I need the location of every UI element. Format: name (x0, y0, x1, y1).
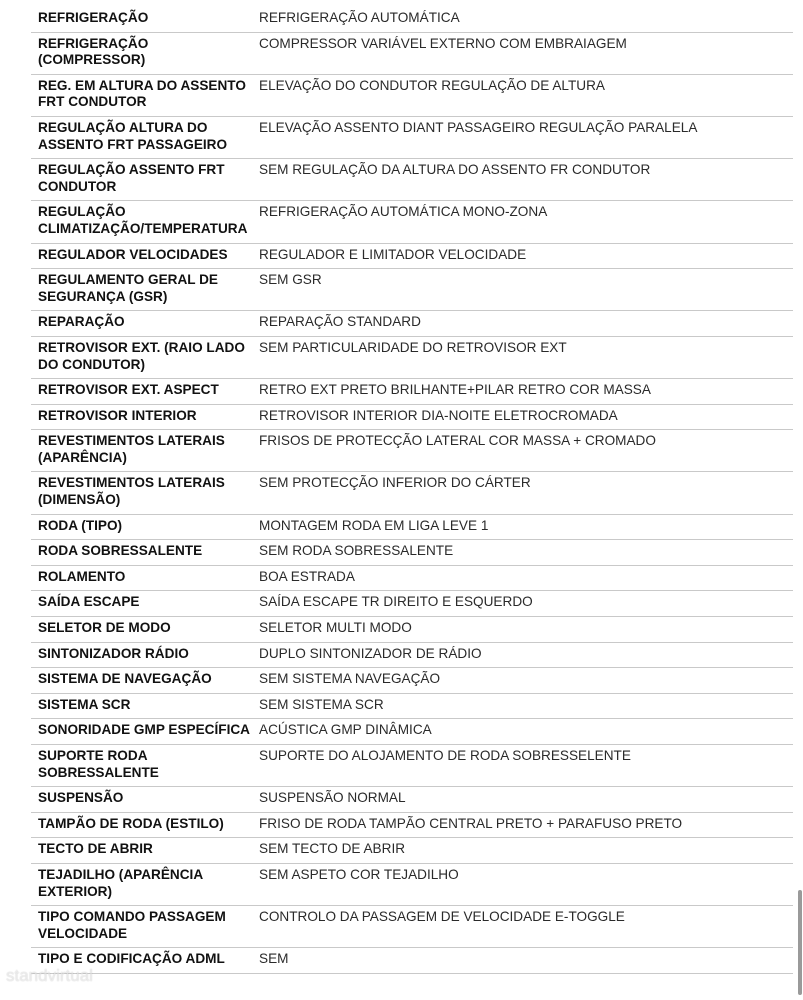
spec-value: ACÚSTICA GMP DINÂMICA (259, 719, 793, 745)
spec-row (31, 311, 793, 337)
spec-label: TECTO DE ABRIR (31, 838, 259, 864)
spec-value: SEM SISTEMA SCR (259, 693, 793, 719)
spec-value: SUSPENSÃO NORMAL (259, 787, 793, 813)
spec-table-body (31, 7, 793, 973)
spec-label: REFRIGERAÇÃO (31, 7, 259, 32)
spec-label: SISTEMA SCR (31, 693, 259, 719)
spec-row (31, 719, 793, 745)
spec-label: TIPO E CODIFICAÇÃO ADML (31, 948, 259, 974)
scrollbar[interactable] (798, 890, 802, 995)
spec-value: COMPRESSOR VARIÁVEL EXTERNO COM EMBRAIAGEM (259, 32, 793, 74)
spec-row (31, 642, 793, 668)
spec-value: SEM TECTO DE ABRIR (259, 838, 793, 864)
spec-label: RETROVISOR EXT. (RAIO LADO DO CONDUTOR) (31, 336, 259, 378)
spec-label: REVESTIMENTOS LATERAIS (DIMENSÃO) (31, 472, 259, 514)
spec-row (31, 32, 793, 74)
spec-label: SAÍDA ESCAPE (31, 591, 259, 617)
spec-row (31, 540, 793, 566)
spec-label: REGULAÇÃO CLIMATIZAÇÃO/TEMPERATURA (31, 201, 259, 243)
spec-row (31, 201, 793, 243)
spec-value: SELETOR MULTI MODO (259, 617, 793, 643)
spec-row (31, 745, 793, 787)
spec-label: TAMPÃO DE RODA (ESTILO) (31, 812, 259, 838)
spec-value: SEM REGULAÇÃO DA ALTURA DO ASSENTO FR CONDUTOR (259, 159, 793, 201)
spec-value: REGULADOR E LIMITADOR VELOCIDADE (259, 243, 793, 269)
spec-label: TEJADILHO (APARÊNCIA EXTERIOR) (31, 863, 259, 905)
spec-label: ROLAMENTO (31, 565, 259, 591)
watermark-logo: standvirtual (6, 966, 93, 985)
spec-label: RETROVISOR EXT. ASPECT (31, 379, 259, 405)
spec-label: SISTEMA DE NAVEGAÇÃO (31, 668, 259, 694)
spec-value: BOA ESTRADA (259, 565, 793, 591)
spec-row (31, 514, 793, 540)
spec-label: RODA (TIPO) (31, 514, 259, 540)
spec-label: REGULADOR VELOCIDADES (31, 243, 259, 269)
spec-label: SUPORTE RODA SOBRESSALENTE (31, 745, 259, 787)
spec-row (31, 565, 793, 591)
spec-row (31, 472, 793, 514)
spec-value: ELEVAÇÃO ASSENTO DIANT PASSAGEIRO REGULAÇÃO PARALELA (259, 116, 793, 158)
spec-row (31, 74, 793, 116)
spec-row (31, 838, 793, 864)
spec-row (31, 243, 793, 269)
spec-value: SEM RODA SOBRESSALENTE (259, 540, 793, 566)
spec-row (31, 7, 793, 32)
spec-value: FRISOS DE PROTECÇÃO LATERAL COR MASSA + CROMADO (259, 430, 793, 472)
spec-label: REG. EM ALTURA DO ASSENTO FRT CONDUTOR (31, 74, 259, 116)
spec-value: RETROVISOR INTERIOR DIA-NOITE ELETROCROMADA (259, 404, 793, 430)
spec-row (31, 591, 793, 617)
spec-label: SONORIDADE GMP ESPECÍFICA (31, 719, 259, 745)
spec-value: SEM (259, 948, 793, 974)
spec-value: REFRIGERAÇÃO AUTOMÁTICA (259, 7, 793, 32)
spec-value: SEM PARTICULARIDADE DO RETROVISOR EXT (259, 336, 793, 378)
spec-row (31, 159, 793, 201)
spec-row (31, 269, 793, 311)
spec-row (31, 693, 793, 719)
spec-row (31, 863, 793, 905)
spec-value: ELEVAÇÃO DO CONDUTOR REGULAÇÃO DE ALTURA (259, 74, 793, 116)
spec-value: SEM SISTEMA NAVEGAÇÃO (259, 668, 793, 694)
spec-label: REVESTIMENTOS LATERAIS (APARÊNCIA) (31, 430, 259, 472)
spec-row (31, 668, 793, 694)
spec-table (31, 7, 793, 974)
spec-value: MONTAGEM RODA EM LIGA LEVE 1 (259, 514, 793, 540)
spec-value: SEM GSR (259, 269, 793, 311)
spec-row (31, 379, 793, 405)
spec-value: SEM ASPETO COR TEJADILHO (259, 863, 793, 905)
spec-label: RODA SOBRESSALENTE (31, 540, 259, 566)
spec-value: FRISO DE RODA TAMPÃO CENTRAL PRETO + PARAFUSO PRETO (259, 812, 793, 838)
spec-row (31, 906, 793, 948)
spec-value: RETRO EXT PRETO BRILHANTE+PILAR RETRO COR MASSA (259, 379, 793, 405)
spec-row (31, 116, 793, 158)
spec-row (31, 404, 793, 430)
spec-value: DUPLO SINTONIZADOR DE RÁDIO (259, 642, 793, 668)
spec-value: SUPORTE DO ALOJAMENTO DE RODA SOBRESSELENTE (259, 745, 793, 787)
spec-row (31, 430, 793, 472)
spec-label: REGULAMENTO GERAL DE SEGURANÇA (GSR) (31, 269, 259, 311)
spec-label: SELETOR DE MODO (31, 617, 259, 643)
spec-value: REPARAÇÃO STANDARD (259, 311, 793, 337)
spec-label: SUSPENSÃO (31, 787, 259, 813)
spec-row (31, 787, 793, 813)
spec-label: REGULAÇÃO ASSENTO FRT CONDUTOR (31, 159, 259, 201)
spec-value: SAÍDA ESCAPE TR DIREITO E ESQUERDO (259, 591, 793, 617)
spec-label: REGULAÇÃO ALTURA DO ASSENTO FRT PASSAGEIRO (31, 116, 259, 158)
spec-label: RETROVISOR INTERIOR (31, 404, 259, 430)
spec-value: SEM PROTECÇÃO INFERIOR DO CÁRTER (259, 472, 793, 514)
spec-row (31, 812, 793, 838)
spec-row (31, 948, 793, 974)
spec-label: SINTONIZADOR RÁDIO (31, 642, 259, 668)
spec-label: REFRIGERAÇÃO (COMPRESSOR) (31, 32, 259, 74)
spec-label: TIPO COMANDO PASSAGEM VELOCIDADE (31, 906, 259, 948)
spec-row (31, 617, 793, 643)
spec-row (31, 336, 793, 378)
spec-value: REFRIGERAÇÃO AUTOMÁTICA MONO-ZONA (259, 201, 793, 243)
spec-label: REPARAÇÃO (31, 311, 259, 337)
spec-value: CONTROLO DA PASSAGEM DE VELOCIDADE E-TOGGLE (259, 906, 793, 948)
